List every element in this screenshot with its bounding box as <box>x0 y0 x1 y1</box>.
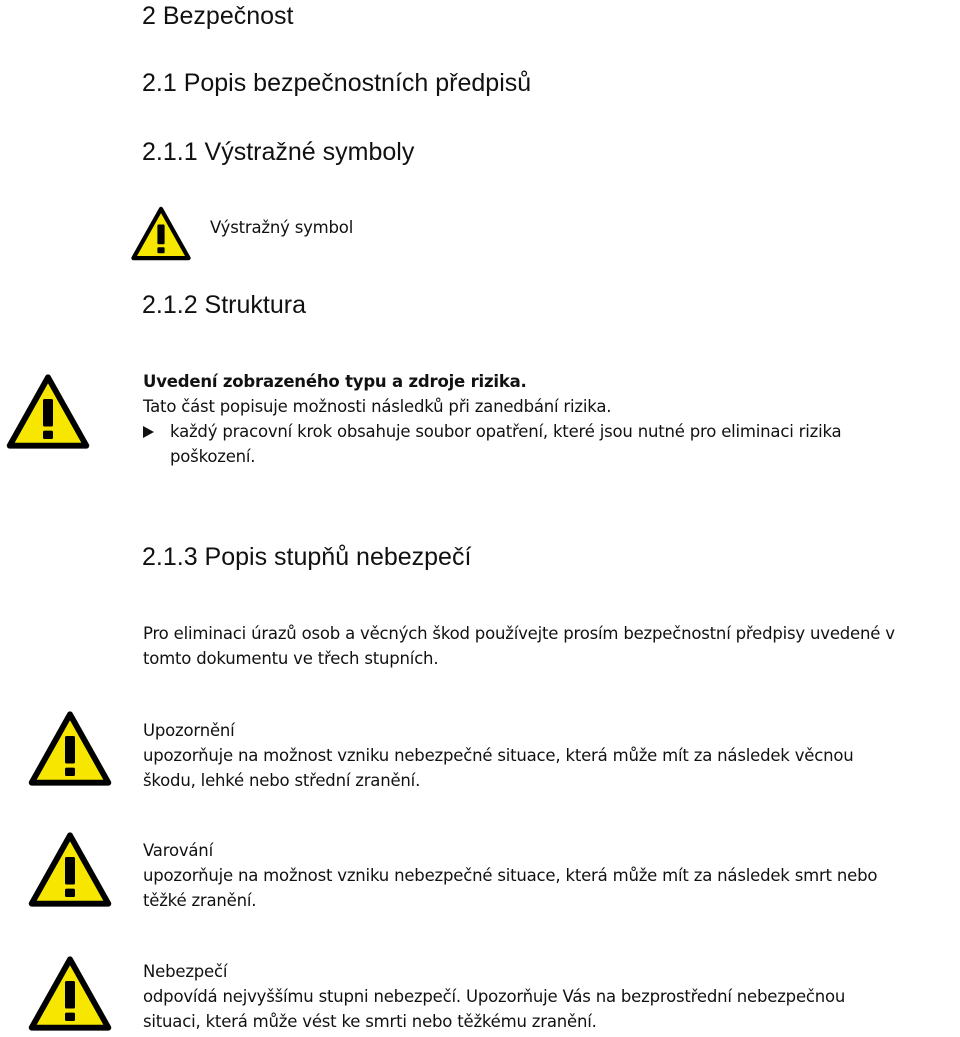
bullet-arrow-icon <box>143 426 154 438</box>
heading-2-1: 2.1 Popis bezpečnostních předpisů <box>142 69 532 97</box>
level-text-line-2: těžké zranění. <box>143 891 257 910</box>
heading-2-bezpecnost: 2 Bezpečnost <box>142 2 294 30</box>
levels-intro-line-2: tomto dokumentu ve třech stupních. <box>143 649 439 668</box>
warning-triangle-icon <box>28 832 112 907</box>
level-title: Nebezpečí <box>143 962 228 981</box>
heading-2-1-1: 2.1.1 Výstražné symboly <box>142 138 415 166</box>
structure-bullet <box>143 419 841 444</box>
level-text-line-1: upozorňuje na možnost vzniku nebezpečné situace, která může mít za následek smrt nebo <box>143 866 878 885</box>
warning-symbol-label: Výstražný symbol <box>210 218 354 237</box>
level-text-line-1: upozorňuje na možnost vzniku nebezpečné situace, která může mít za následek věcnou <box>143 746 854 765</box>
levels-intro-line-1: Pro eliminaci úrazů osob a věcných škod používejte prosím bezpečnostní předpisy uvedené v <box>143 624 895 643</box>
structure-description: Tato část popisuje možnosti následků při zanedbání rizika. <box>143 397 612 416</box>
level-text-line-2: škodu, lehké nebo střední zranění. <box>143 771 421 790</box>
level-warning <box>143 838 877 913</box>
heading-2-1-2: 2.1.2 Struktura <box>142 291 306 319</box>
structure-block <box>143 369 841 469</box>
structure-bullet-continuation: poškození. <box>170 447 256 466</box>
level-notice <box>143 718 854 793</box>
levels-intro <box>143 621 895 671</box>
structure-bullet-text: každý pracovní krok obsahuje soubor opatření, které jsou nutné pro eliminaci rizika <box>170 422 842 441</box>
warning-triangle-icon <box>131 206 191 261</box>
warning-triangle-icon <box>28 711 112 786</box>
level-text-line-1: odpovídá nejvyššímu stupni nebezpečí. Upozorňuje Vás na bezprostřední nebezpečnou <box>143 987 846 1006</box>
structure-title: Uvedení zobrazeného typu a zdroje rizika. <box>143 372 527 391</box>
level-title: Upozornění <box>143 721 235 740</box>
level-title: Varování <box>143 841 213 860</box>
level-text-line-2: situaci, která může vést ke smrti nebo těžkému zranění. <box>143 1012 597 1031</box>
warning-triangle-icon <box>6 374 90 449</box>
level-danger <box>143 959 845 1034</box>
warning-triangle-icon <box>28 956 112 1031</box>
heading-2-1-3: 2.1.3 Popis stupňů nebezpečí <box>142 543 472 571</box>
